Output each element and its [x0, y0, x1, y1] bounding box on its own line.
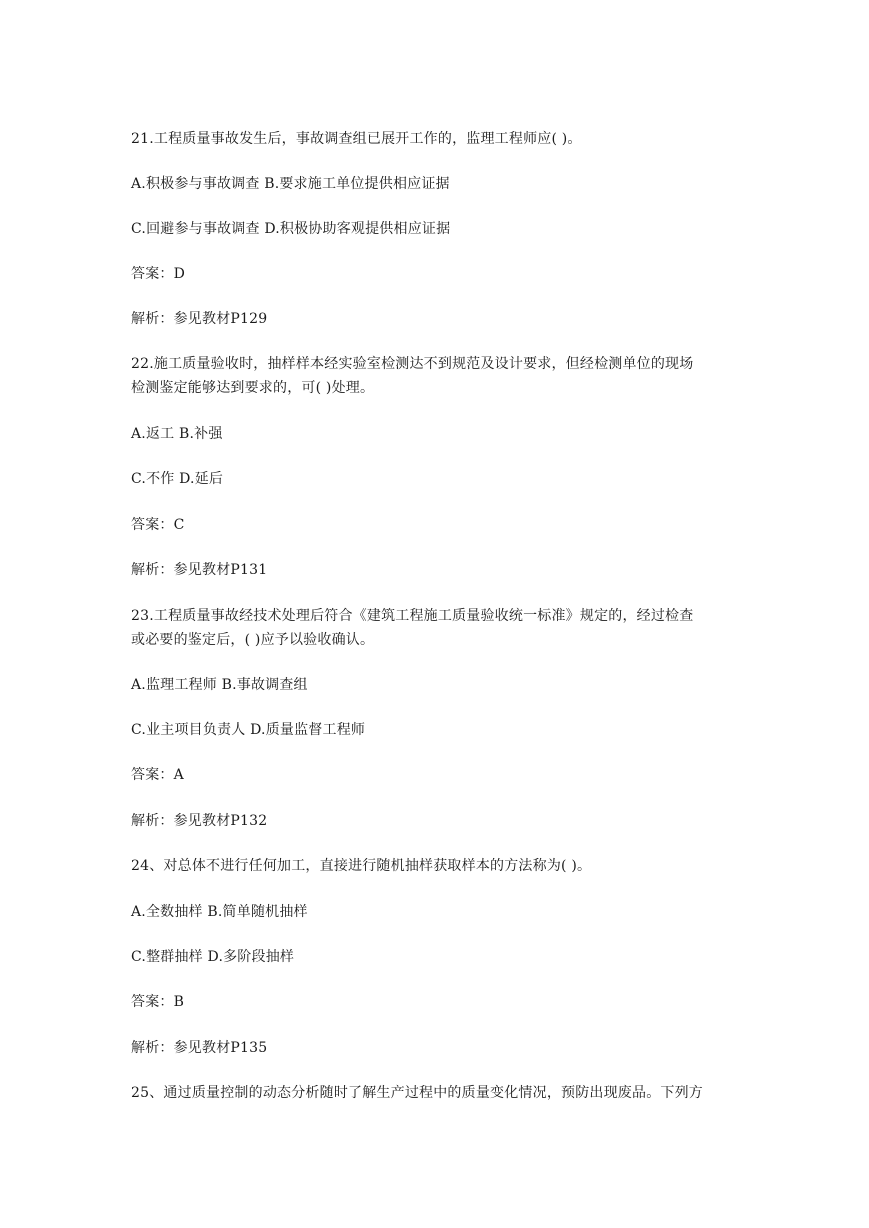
question-22-answer: 答案：C	[131, 517, 185, 533]
question-22-options-ab: A.返工 B.补强	[131, 426, 223, 442]
question-21-options-cd: C.回避参与事故调查 D.积极协助客观提供相应证据	[131, 221, 451, 237]
question-25-stem: 25、通过质量控制的动态分析随时了解生产过程中的质量变化情况，预防出现废品。下列方	[131, 1085, 704, 1101]
question-21-analysis: 解析：参见教材P129	[131, 311, 268, 327]
question-23-stem-line2: 或必要的鉴定后，( )应予以验收确认。	[131, 632, 375, 648]
question-23-stem-line1: 23.工程质量事故经技术处理后符合《建筑工程施工质量验收统一标准》规定的，经过检查	[131, 608, 694, 624]
question-24-stem: 24、对总体不进行任何加工，直接进行随机抽样获取样本的方法称为( )。	[131, 858, 592, 874]
question-21-options-ab: A.积极参与事故调查 B.要求施工单位提供相应证据	[131, 176, 450, 192]
question-22-stem-line2: 检测鉴定能够达到要求的，可( )处理。	[131, 380, 375, 396]
question-24-answer: 答案：B	[131, 994, 185, 1010]
question-23-answer: 答案：A	[131, 767, 184, 783]
question-24-analysis: 解析：参见教材P135	[131, 1040, 268, 1056]
question-23-analysis: 解析：参见教材P132	[131, 813, 268, 829]
question-21-answer: 答案：D	[131, 266, 186, 282]
question-23-options-ab: A.监理工程师 B.事故调查组	[131, 677, 308, 693]
question-24-options-cd: C.整群抽样 D.多阶段抽样	[131, 949, 295, 965]
question-24-options-ab: A.全数抽样 B.简单随机抽样	[131, 904, 308, 920]
question-22-analysis: 解析：参见教材P131	[131, 562, 268, 578]
question-22-options-cd: C.不作 D.延后	[131, 471, 224, 487]
question-22-stem-line1: 22.施工质量验收时，抽样样本经实验室检测达不到规范及设计要求，但经检测单位的现场	[131, 356, 694, 372]
question-23-options-cd: C.业主项目负责人 D.质量监督工程师	[131, 722, 366, 738]
question-21-stem: 21.工程质量事故发生后，事故调查组已展开工作的，监理工程师应( )。	[131, 131, 582, 147]
